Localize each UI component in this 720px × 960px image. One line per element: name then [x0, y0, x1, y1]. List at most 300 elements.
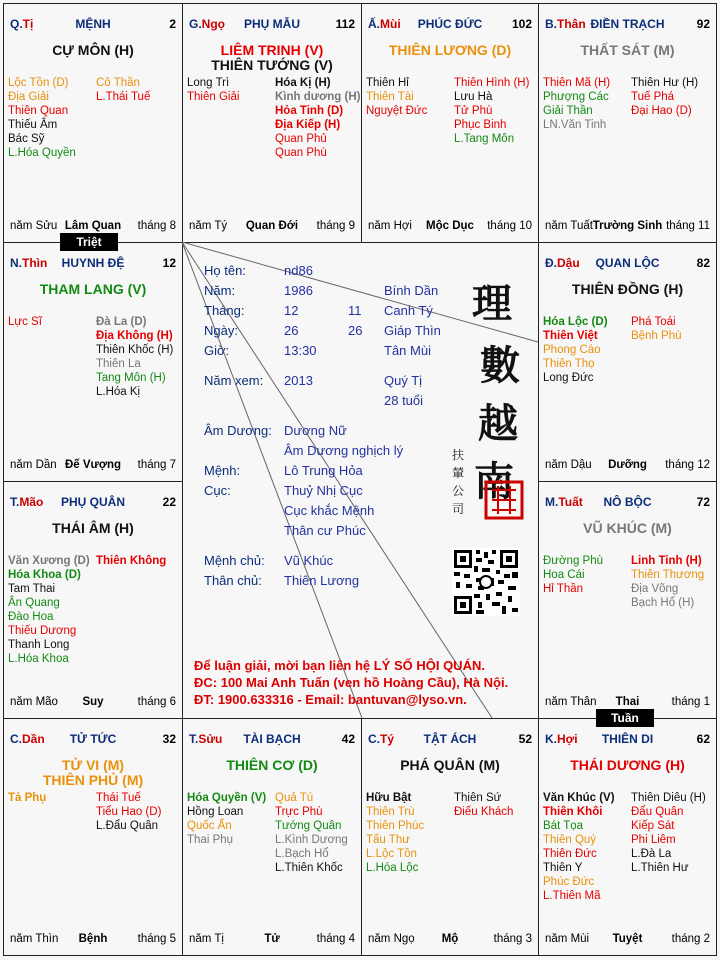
palace-header [189, 732, 355, 748]
footer-month: tháng 4 [316, 933, 355, 945]
palace-header [545, 256, 710, 272]
palace-header [368, 17, 532, 33]
main-star: THIÊN CƠ (D) [226, 757, 318, 773]
minor-star: Thiếu Dương [8, 625, 77, 637]
minor-star: Đường Phù [543, 555, 603, 567]
minor-star: Thiên Quý [543, 834, 597, 846]
palace-footer [189, 220, 355, 234]
minor-stars-right [96, 76, 150, 104]
footer-stage: Mộc Dục [426, 220, 474, 232]
palace-header [10, 17, 176, 33]
palace-stem: Đ. [545, 256, 557, 270]
footer-month: tháng 1 [671, 696, 710, 708]
minor-star: Phi Liêm [631, 834, 676, 846]
minor-star: L.Bạch Hổ [275, 848, 329, 860]
minor-star: Thiên Đức [543, 848, 597, 860]
label-ngay: Ngày: [204, 323, 238, 338]
palace-name: PHÚC ĐỨC [417, 17, 483, 31]
label-thang: Tháng: [204, 303, 245, 318]
minor-star: Tang Môn (H) [96, 372, 166, 384]
value-gio-cc: Tân Mùi [384, 343, 431, 358]
palace-stem-branch [10, 256, 47, 270]
minor-star: Phục Binh [454, 119, 507, 131]
minor-stars-left [187, 76, 239, 104]
minor-star: Thiên Hình (H) [454, 77, 530, 89]
triet-tag: Triệt [60, 233, 118, 251]
minor-star: Phúc Đức [543, 876, 595, 888]
minor-star: Thiên Tài [366, 91, 414, 103]
palace-stem: C. [10, 732, 22, 746]
minor-star: Thiên Thọ [543, 358, 595, 370]
value-menh: Lô Trung Hỏa [284, 463, 363, 478]
minor-star: Địa Không (H) [96, 330, 173, 342]
palace-footer [545, 459, 710, 473]
footer-month: tháng 5 [137, 933, 176, 945]
minor-star: Trực Phù [275, 806, 323, 818]
palace-stem: T. [10, 495, 20, 509]
palace-branch: Hợi [557, 732, 578, 746]
palace-stem-branch [545, 17, 586, 31]
footer-month: tháng 10 [487, 220, 532, 232]
value-than-chu: Thiên Lương [284, 573, 360, 588]
palace-name: QUAN LỘC [595, 256, 660, 270]
label-menh-chu: Mệnh chủ: [204, 553, 265, 568]
value-nam: 1986 [284, 283, 313, 298]
minor-stars-left [8, 76, 76, 160]
label-nam: Năm: [204, 283, 236, 298]
palace-branch: Thân [557, 17, 586, 31]
minor-star: L.Thái Tuế [96, 91, 151, 103]
value-ngay: 26 [284, 323, 299, 338]
value-nam-xem: 2013 [284, 373, 313, 388]
contact-line-2: ĐC: 100 Mai Anh Tuấn (ven hồ Hoàng Cầu), Hà Nội. [194, 675, 509, 690]
minor-star: L.Đà La [631, 848, 672, 860]
label-menh: Mệnh: [204, 463, 241, 478]
label-than-chu: Thân chủ: [204, 573, 262, 588]
palace-header [545, 495, 710, 511]
cell-hoi [538, 718, 717, 956]
footer-month: tháng 2 [671, 933, 710, 945]
palace-branch: Thìn [22, 256, 48, 270]
minor-star: Quan Phủ [275, 133, 327, 145]
footer-stage: Trường Sinh [592, 220, 663, 232]
label-ho-ten: Họ tên: [204, 263, 246, 278]
palace-footer [189, 933, 355, 947]
minor-star: L.Đẩu Quân [96, 820, 159, 832]
cell-ngo [182, 3, 362, 243]
footer-month: tháng 12 [665, 459, 710, 471]
palace-branch: Dậu [557, 256, 580, 270]
minor-star: Thiên Việt [543, 330, 598, 342]
footer-month: tháng 3 [493, 933, 532, 945]
palace-branch: Sửu [198, 732, 223, 746]
footer-stage: Thai [615, 696, 640, 708]
value-ngay-cc: Giáp Thìn [384, 323, 441, 338]
palace-header [10, 495, 176, 511]
palace-footer [545, 933, 710, 947]
minor-stars-right [96, 315, 173, 399]
minor-star: Thiên Phúc [366, 820, 425, 832]
palace-branch: Tị [22, 17, 34, 31]
cell-suu [182, 718, 362, 956]
minor-star: Thiên Không [96, 555, 167, 567]
palace-name: TỬ TỨC [69, 732, 117, 746]
palace-name: TẬT ÁCH [423, 732, 477, 746]
minor-star: Bạch Hổ (H) [631, 597, 695, 609]
value-cuc: Thuỷ Nhị Cục [284, 483, 363, 498]
palace-footer [10, 933, 176, 947]
minor-star: Đại Hao (D) [631, 105, 692, 117]
footer-stage: Bệnh [78, 933, 108, 945]
palace-name: PHỤ QUÂN [60, 495, 125, 509]
footer-year: năm Mão [10, 696, 58, 708]
minor-stars-right [631, 554, 704, 610]
minor-star: L.Lộc Tồn [366, 848, 417, 860]
palace-stem-branch [10, 732, 45, 746]
minor-star: Thiên Quan [8, 105, 69, 117]
minor-star: Lực Sĩ [8, 316, 42, 328]
palace-stem-branch [10, 495, 43, 509]
footer-stage: Quan Đới [245, 220, 299, 232]
main-star: THẤT SÁT (M) [580, 42, 675, 58]
palace-name: TÀI BẠCH [243, 732, 301, 746]
value-tuoi: 28 tuổi [384, 393, 424, 408]
label-am-duong: Âm Dương: [204, 423, 272, 438]
minor-star: LN.Văn Tinh [543, 119, 607, 131]
minor-star: Bác Sỹ [8, 133, 45, 145]
value-thang-al: 11 [348, 303, 362, 318]
palace-stem: Q. [10, 17, 23, 31]
cell-tuat [538, 481, 717, 719]
minor-star: Thiên Thương [631, 569, 705, 581]
palace-header [10, 256, 176, 272]
minor-star: Nguyệt Đức [366, 105, 428, 117]
label-gio: Giờ: [204, 343, 230, 358]
minor-star: Lưu Hà [454, 91, 493, 103]
minor-star: Thiên Khôi [543, 806, 603, 818]
value-cuc-3: Thân cư Phúc [284, 523, 366, 538]
palace-number: 42 [341, 732, 355, 746]
palace-number: 102 [511, 17, 532, 31]
minor-stars-left [8, 554, 90, 666]
cell-mui [361, 3, 539, 243]
palace-stem-branch [189, 732, 222, 746]
qr-code-icon[interactable] [452, 548, 520, 616]
red-seal-icon [484, 480, 524, 520]
minor-star: Hồng Loan [187, 806, 244, 818]
palace-stem: B. [545, 17, 557, 31]
cell-than [538, 3, 717, 243]
palace-footer [10, 220, 176, 234]
minor-stars-right [631, 76, 698, 118]
palace-stem-branch [545, 732, 578, 746]
palace-name: THIÊN DI [601, 732, 654, 746]
value-am-duong: Dương Nữ [284, 423, 347, 438]
footer-year: năm Tuất [545, 220, 593, 232]
palace-number: 32 [162, 732, 176, 746]
footer-year: năm Ngọ [368, 933, 415, 945]
palace-number: 92 [696, 17, 710, 31]
footer-year: năm Dần [10, 459, 57, 471]
palace-branch: Ngọ [201, 17, 225, 31]
palace-branch: Mão [19, 495, 44, 509]
value-thang-cc: Canh Tý [384, 303, 433, 318]
value-ngay-al: 26 [348, 323, 363, 338]
palace-number: 72 [696, 495, 710, 509]
minor-star: Thai Phụ [187, 834, 234, 846]
palace-footer [10, 459, 176, 473]
value-thang: 12 [284, 303, 299, 318]
minor-star: L.Hóa Kị [96, 386, 141, 398]
minor-star: L.Thiên Mã [543, 890, 601, 902]
main-star: THAM LANG (V) [39, 281, 147, 297]
minor-star: Thiên Khốc (H) [96, 344, 174, 356]
tuan-tag: Tuần [596, 709, 654, 727]
seal-char-3: 公 [452, 484, 465, 498]
contact-line-3[interactable]: ĐT: 1900.633316 - Email: bantuvan@lyso.vn. [194, 692, 467, 707]
value-nam-cc: Bính Dần [384, 283, 439, 298]
cell-thin [3, 242, 183, 482]
minor-star: Hoa Cái [543, 569, 585, 581]
value-am-duong-2: Âm Dương nghịch lý [284, 443, 404, 458]
minor-star: Tả Phụ [8, 792, 47, 804]
palace-stem-branch [368, 732, 394, 746]
minor-star: Phong Cáo [543, 344, 601, 356]
minor-stars-left [366, 76, 427, 118]
minor-stars-right [631, 791, 706, 875]
palace-stem: M. [545, 495, 559, 509]
value-ho-ten: nd86 [284, 263, 313, 278]
minor-star: Địa Giải [8, 91, 49, 103]
palace-footer [10, 696, 176, 710]
palace-branch: Dần [22, 732, 45, 746]
minor-star: L.Thiên Khốc [275, 862, 343, 874]
minor-stars-left [366, 791, 424, 875]
minor-stars-right [275, 76, 360, 160]
palace-name: MỆNH [75, 17, 111, 31]
minor-stars-left [8, 791, 46, 805]
minor-star: Tiểu Hao (D) [96, 806, 162, 818]
minor-star: L.Hóa Quyền [8, 147, 76, 159]
footer-stage: Dưỡng [608, 459, 647, 471]
minor-star: Hóa Lộc (D) [543, 316, 608, 328]
palace-number: 2 [169, 17, 176, 31]
palace-header [10, 732, 176, 748]
minor-stars-right [96, 554, 166, 568]
minor-star: Thiên Trù [366, 806, 415, 818]
seal-char-1: 扶 [452, 448, 465, 462]
minor-star: L.Kình Dương [275, 834, 348, 846]
minor-star: Thiên Sứ [454, 792, 502, 804]
minor-star: Văn Xương (D) [8, 555, 90, 567]
calligraphy-char-2: 數 [480, 342, 520, 389]
palace-stem: C. [368, 732, 380, 746]
minor-stars-right [96, 791, 161, 833]
minor-star: Long Trì [187, 77, 230, 89]
minor-star: Đẩu Quân [631, 806, 684, 818]
palace-number: 112 [335, 17, 355, 31]
minor-star: Địa Võng [631, 583, 679, 595]
minor-stars-left [8, 315, 42, 329]
minor-star: Thanh Long [8, 639, 70, 651]
minor-star: Tam Thai [8, 583, 56, 595]
value-nam-xem-cc: Quý Tị [384, 373, 423, 388]
palace-header [545, 732, 710, 748]
minor-stars-right [275, 791, 348, 875]
minor-star: Kình dương (H) [275, 91, 361, 103]
footer-year: năm Hợi [368, 220, 412, 232]
minor-star: Lộc Tồn (D) [8, 77, 69, 89]
minor-star: Phượng Các [543, 91, 609, 103]
value-gio: 13:30 [284, 343, 317, 358]
label-nam-xem: Năm xem: [204, 373, 264, 388]
minor-star: Hóa Quyền (V) [187, 792, 267, 804]
palace-number: 12 [162, 256, 176, 270]
minor-stars-right [454, 76, 529, 146]
minor-star: Địa Kiếp (H) [275, 119, 341, 131]
minor-star: Tướng Quân [275, 820, 342, 832]
minor-star: Long Đức [543, 372, 594, 384]
minor-stars-left [543, 554, 603, 596]
palace-number: 22 [162, 495, 176, 509]
minor-star: Giải Thần [543, 105, 593, 117]
minor-star: Hóa Khoa (D) [8, 569, 81, 581]
minor-stars-right [631, 315, 682, 343]
cell-ti [3, 3, 183, 243]
minor-stars-left [543, 791, 615, 903]
minor-star: L.Hóa Lộc [366, 862, 419, 874]
footer-stage: Tuyệt [612, 933, 643, 945]
minor-star: Quốc Ấn [187, 820, 232, 832]
minor-star: Bệnh Phù [631, 330, 682, 342]
seal-char-4: 司 [452, 502, 465, 516]
minor-stars-left [543, 76, 610, 132]
minor-star: Đà La (D) [96, 316, 147, 328]
palace-branch: Mùi [380, 17, 401, 31]
palace-stem: K. [545, 732, 557, 746]
minor-star: Đào Hoa [8, 611, 54, 623]
center-info-panel [182, 242, 538, 718]
palace-footer [368, 220, 532, 234]
palace-stem-branch [368, 17, 401, 31]
palace-stem-branch [189, 17, 225, 31]
footer-stage: Mộ [441, 933, 459, 945]
main-star: CỰ MÔN (H) [52, 42, 134, 58]
minor-star: Thiên Y [543, 862, 583, 874]
minor-star: Cô Thần [96, 77, 140, 89]
minor-star: Hữu Bật [366, 792, 412, 804]
main-star: THÁI ÂM (H) [52, 520, 134, 536]
minor-star: Bát Tọa [543, 820, 584, 832]
footer-stage: Đế Vượng [64, 459, 122, 471]
palace-header [545, 17, 710, 33]
footer-month: tháng 9 [316, 220, 355, 232]
minor-stars-left [187, 791, 266, 847]
minor-star: Quả Tú [275, 792, 314, 804]
minor-star: Thiên La [96, 358, 141, 370]
minor-star: Hỉ Thần [543, 583, 584, 595]
footer-stage: Tử [264, 933, 280, 945]
main-star: TỬ VI (M) [61, 757, 125, 773]
footer-stage: Lâm Quan [64, 220, 122, 232]
palace-stem: G. [189, 17, 202, 31]
palace-branch: Tuất [558, 495, 583, 509]
minor-star: Thiên Hỉ [366, 77, 409, 89]
footer-year: năm Tị [189, 933, 224, 945]
minor-star: Tử Phù [454, 105, 493, 117]
main-star: PHÁ QUÂN (M) [400, 757, 500, 773]
minor-star: Thiên Diêu (H) [631, 792, 706, 804]
palace-stem-branch [545, 495, 583, 509]
main-star: THIÊN ĐỒNG (H) [571, 281, 684, 297]
palace-footer [368, 933, 532, 947]
minor-star: Thiên Giải [187, 91, 240, 103]
footer-month: tháng 6 [137, 696, 176, 708]
main-star: THIÊN LƯƠNG (D) [388, 42, 512, 58]
minor-star: Tấu Thư [366, 834, 410, 846]
minor-star: L.Tang Môn [454, 133, 515, 145]
palace-number: 62 [696, 732, 710, 746]
footer-month: tháng 11 [666, 220, 710, 232]
palace-stem: T. [189, 732, 199, 746]
palace-branch: Tý [380, 732, 395, 746]
palace-name: NÔ BỘC [603, 495, 652, 509]
minor-star: Hóa Kị (H) [275, 77, 331, 89]
palace-header [368, 732, 532, 748]
main-star: THIÊN TƯỚNG (V) [211, 57, 333, 73]
cell-ty [361, 718, 539, 956]
calligraphy-char-3: 越 [478, 400, 518, 447]
calligraphy-char-4: 南 [474, 458, 514, 505]
seal-char-2: 輦 [452, 466, 465, 480]
main-star: LIÊM TRINH (V) [220, 42, 324, 58]
palace-name: ĐIỀN TRẠCH [590, 17, 665, 31]
palace-footer [545, 220, 710, 234]
footer-year: năm Thân [545, 696, 597, 708]
minor-star: Tuế Phá [631, 91, 675, 103]
main-star: THIÊN PHỦ (M) [42, 772, 144, 788]
palace-stem-branch [545, 256, 580, 270]
cell-dan [3, 718, 183, 956]
palace-footer [545, 696, 710, 710]
footer-month: tháng 8 [137, 220, 176, 232]
footer-year: năm Dậu [545, 459, 592, 471]
palace-number: 52 [518, 732, 532, 746]
palace-header [189, 17, 355, 33]
minor-star: Kiếp Sát [631, 820, 675, 832]
footer-year: năm Sửu [10, 220, 58, 232]
minor-star: Hỏa Tinh (D) [275, 105, 344, 117]
footer-year: năm Mùi [545, 933, 590, 945]
palace-number: 82 [696, 256, 710, 270]
main-star: THÁI DƯƠNG (H) [570, 757, 685, 773]
minor-star: Linh Tinh (H) [631, 555, 702, 567]
palace-stem: N. [10, 256, 22, 270]
palace-stem-branch [10, 17, 33, 31]
footer-stage: Suy [82, 696, 104, 708]
value-menh-chu: Vũ Khúc [284, 553, 334, 568]
footer-year: năm Thìn [10, 933, 59, 945]
minor-stars-right [454, 791, 513, 819]
cell-dau [538, 242, 717, 482]
cell-mao [3, 481, 183, 719]
minor-star: Thái Tuế [96, 792, 141, 804]
minor-star: L.Hóa Khoa [8, 653, 69, 665]
minor-stars-left [543, 315, 608, 385]
value-cuc-2: Cục khắc Mệnh [284, 503, 375, 518]
palace-name: HUYNH ĐỆ [61, 256, 125, 270]
minor-star: Ân Quang [8, 597, 60, 609]
